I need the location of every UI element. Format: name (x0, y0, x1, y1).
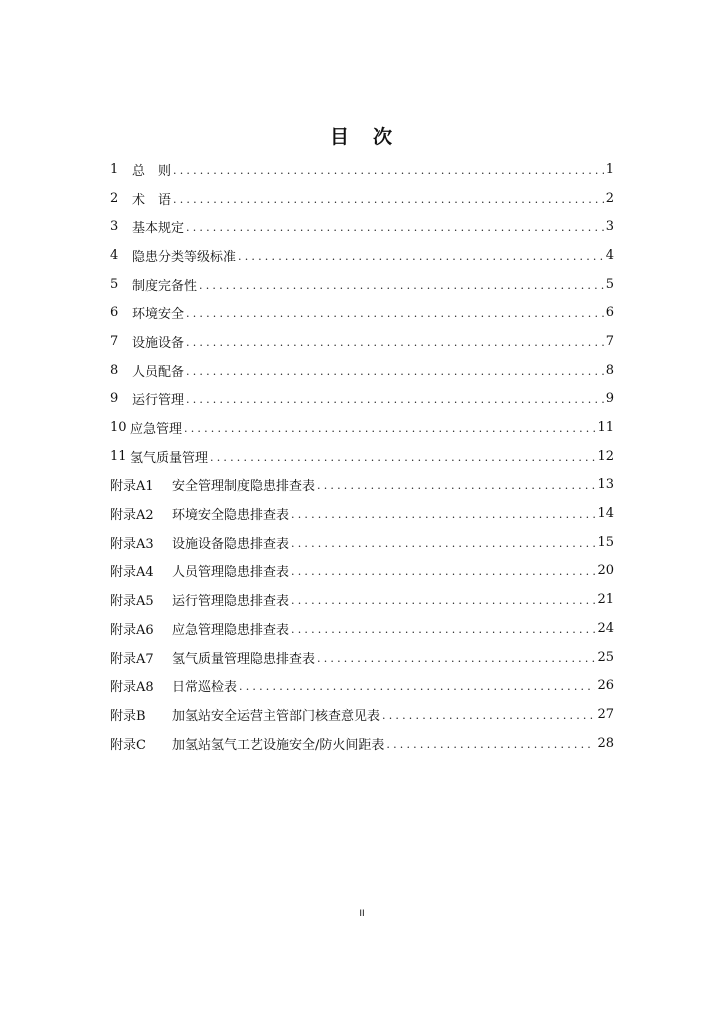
toc-leader-dots (186, 365, 604, 378)
title-char-1: 目 (329, 126, 351, 148)
toc-leader-dots (317, 479, 595, 492)
toc-entry-number: 3 (110, 219, 119, 235)
toc-entry-page: 9 (605, 391, 614, 407)
title-char-2: 次 (373, 126, 395, 148)
toc-entry[interactable] (110, 729, 614, 758)
toc-entry-page: 15 (597, 534, 614, 550)
toc-leader-dots (291, 508, 595, 521)
toc-entry-label: 制度完备性 (132, 278, 198, 294)
toc-entry-page: 8 (605, 362, 614, 378)
toc-entry-number: 11 (110, 448, 127, 464)
toc-leader-dots (382, 709, 595, 722)
toc-entry-page: 24 (597, 620, 614, 636)
toc-leader-dots (291, 537, 595, 550)
toc-entry[interactable] (110, 528, 614, 557)
toc-leader-dots (317, 652, 595, 665)
table-of-contents (110, 155, 614, 757)
toc-entry[interactable] (110, 700, 614, 729)
toc-entry-number: 附录A8 (110, 680, 154, 696)
toc-entry-number: 7 (110, 333, 119, 349)
toc-leader-dots (386, 738, 595, 751)
toc-entry-label: 设施设备隐患排查表 (172, 536, 290, 552)
toc-entry-label: 氢气质量管理 (130, 450, 209, 466)
toc-leader-dots (291, 623, 595, 636)
toc-entry-number: 8 (110, 362, 119, 378)
toc-leader-dots (239, 680, 595, 693)
toc-entry[interactable] (110, 643, 614, 672)
toc-entry[interactable] (110, 557, 614, 586)
toc-entry-page: 1 (605, 161, 614, 177)
toc-entry-label: 运行管理 (132, 393, 185, 409)
toc-entry-page: 13 (597, 477, 614, 493)
toc-leader-dots (186, 221, 604, 234)
toc-leader-dots (184, 422, 595, 435)
toc-leader-dots (173, 193, 604, 206)
toc-entry-label: 总 则 (132, 163, 172, 179)
toc-entry-page: 7 (605, 333, 614, 349)
toc-leader-dots (186, 393, 604, 406)
toc-entry[interactable] (110, 585, 614, 614)
toc-entry-page: 11 (597, 420, 614, 436)
toc-leader-dots (238, 250, 604, 263)
toc-entry-label: 设施设备 (132, 335, 185, 351)
toc-entry-number: 9 (110, 391, 119, 407)
toc-entry-label: 安全管理制度隐患排查表 (172, 479, 316, 495)
toc-entry-page: 2 (605, 190, 614, 206)
toc-entry[interactable] (110, 614, 614, 643)
toc-entry-number: 1 (110, 161, 119, 177)
toc-leader-dots (291, 565, 595, 578)
page-title (0, 122, 724, 149)
toc-entry[interactable] (110, 327, 614, 356)
toc-entry[interactable] (110, 471, 614, 500)
toc-entry[interactable] (110, 442, 614, 471)
toc-entry-label: 运行管理隐患排查表 (172, 594, 290, 610)
toc-entry-label: 术 语 (132, 192, 172, 208)
toc-entry-number: 附录A5 (110, 594, 154, 610)
toc-entry-number: 附录A7 (110, 651, 154, 667)
toc-entry-page: 4 (605, 247, 614, 263)
toc-entry[interactable] (110, 241, 614, 270)
toc-entry-page: 21 (597, 592, 614, 608)
toc-entry-page: 5 (605, 276, 614, 292)
toc-entry-label: 人员管理隐患排查表 (172, 565, 290, 581)
toc-entry-page: 26 (597, 678, 614, 694)
toc-entry-number: 附录A2 (110, 508, 154, 524)
toc-entry-number: 附录A4 (110, 565, 154, 581)
toc-entry-label: 加氢站氢气工艺设施安全/防火间距表 (172, 737, 385, 753)
toc-entry-number: 附录A1 (110, 479, 154, 495)
toc-entry-page: 20 (597, 563, 614, 579)
toc-entry-number: 附录A3 (110, 536, 154, 552)
toc-entry-label: 隐患分类等级标准 (132, 249, 237, 265)
toc-entry[interactable] (110, 270, 614, 299)
toc-entry-number: 2 (110, 190, 119, 206)
toc-entry-page: 28 (597, 735, 614, 751)
toc-entry-number: 6 (110, 305, 119, 321)
toc-entry-number: 5 (110, 276, 119, 292)
toc-entry[interactable] (110, 385, 614, 414)
toc-entry-number: 附录B (110, 708, 146, 724)
toc-leader-dots (210, 451, 595, 464)
toc-entry-label: 环境安全隐患排查表 (172, 508, 290, 524)
toc-entry-page: 14 (597, 506, 614, 522)
toc-leader-dots (173, 164, 604, 177)
toc-entry-label: 应急管理隐患排查表 (172, 622, 290, 638)
toc-entry[interactable] (110, 155, 614, 184)
page-number-footer: II (359, 909, 365, 919)
toc-entry-label: 人员配备 (132, 364, 185, 380)
toc-entry[interactable] (110, 499, 614, 528)
toc-entry-label: 加氢站安全运营主管部门核查意见表 (172, 708, 381, 724)
toc-entry-page: 25 (597, 649, 614, 665)
toc-entry-number: 附录C (110, 737, 146, 753)
toc-leader-dots (199, 279, 604, 292)
toc-entry-label: 基本规定 (132, 221, 185, 237)
toc-entry-page: 6 (605, 305, 614, 321)
toc-leader-dots (186, 307, 604, 320)
toc-entry-page: 12 (597, 448, 614, 464)
toc-entry-label: 日常巡检表 (172, 680, 238, 696)
toc-entry-page: 3 (605, 219, 614, 235)
toc-entry-number: 4 (110, 247, 119, 263)
toc-entry[interactable] (110, 184, 614, 213)
toc-entry-label: 应急管理 (130, 422, 183, 438)
toc-entry-label: 氢气质量管理隐患排查表 (172, 651, 316, 667)
toc-entry-number: 10 (110, 420, 127, 436)
toc-entry[interactable] (110, 212, 614, 241)
toc-entry-page: 27 (597, 706, 614, 722)
toc-leader-dots (186, 336, 604, 349)
toc-entry[interactable] (110, 298, 614, 327)
toc-entry-label: 环境安全 (132, 307, 185, 323)
toc-entry[interactable] (110, 356, 614, 385)
toc-leader-dots (291, 594, 595, 607)
toc-entry[interactable] (110, 413, 614, 442)
toc-entry-number: 附录A6 (110, 622, 154, 638)
toc-entry[interactable] (110, 671, 614, 700)
